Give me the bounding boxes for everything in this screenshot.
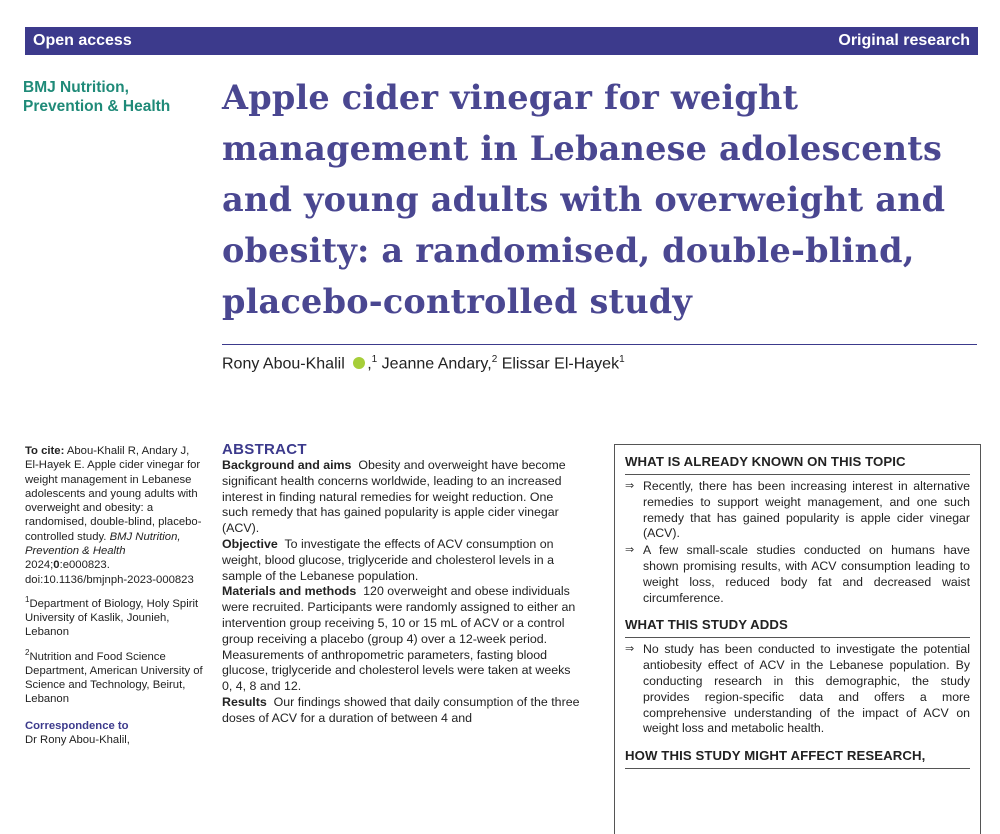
author-name[interactable]: Elissar El-Hayek [501, 355, 620, 373]
abstract-section-text: 120 overweight and obese individuals were recruited. Participants were randomly assigned to either an intervention group receiving 5, 10 or 15 mL of ACV or a control group receiving a placebo (group 4) over a 12-week period. Measurements of anthropometric parameters, fasting blood glucose, triglyceride and cholesterol levels were taken at weeks 0, 4, 8 and 12. [222, 584, 576, 694]
sidebar-column [25, 444, 205, 753]
cite-label: To cite: [25, 445, 65, 457]
journal-name-line2: Prevention & Health [23, 98, 171, 115]
cite-journal: BMJ Nutrition, Prevention & Health [25, 530, 181, 558]
key-messages-section [625, 616, 970, 737]
open-access-label: Open access [33, 32, 132, 49]
list-item [625, 543, 970, 606]
affiliation-sup: 1 [25, 594, 30, 604]
list-item [625, 479, 970, 542]
cite-text: Abou-Khalil R, Andary J, El-Hayek E. Apple cider vinegar for weight management in Lebanese adolescents and young adults with overweight and obesity: a randomised, double-blind, placebo-controlled study. [25, 445, 202, 543]
implies-arrow-icon: ⇒ [625, 643, 635, 656]
cite-volume: 0 [53, 559, 60, 572]
key-messages-box [614, 444, 981, 834]
journal-name [23, 78, 213, 116]
orcid-icon[interactable] [353, 357, 365, 369]
author-affiliation-sup: 1 [371, 354, 378, 365]
key-messages-heading: WHAT THIS STUDY ADDS [625, 616, 970, 638]
citation-block [25, 444, 205, 587]
list-item-text: No study has been conducted to investigate the potential antiobesity effect of ACV in the Lebanese population. By conducting research in this demographic, the study provides region-specific data and offers a more comprehensive understanding of the impact of ACV on weight loss and metabolic health. [643, 642, 970, 736]
abstract-section-label: Background and aims [222, 458, 352, 472]
list-item [625, 642, 970, 737]
abstract-section-text: Our findings showed that daily consumption of the three doses of ACV for a duration of between 4 and [222, 694, 580, 725]
abstract-section-text: Obesity and overweight have become significant health concerns worldwide, leading to an increased interest in finding natural remedies for weight reduction. One such remedy that has gained popularity is apple cider vinegar (ACV). [222, 458, 566, 536]
abstract-section [222, 458, 582, 537]
correspondence-heading: Correspondence to [25, 719, 129, 732]
affiliation-1 [25, 593, 205, 640]
affiliation-2 [25, 646, 205, 707]
author-name[interactable]: Rony Abou-Khalil [222, 355, 345, 373]
article-type-label: Original research [838, 32, 970, 49]
title-divider [222, 344, 977, 345]
abstract-heading: ABSTRACT [222, 441, 307, 458]
list-item-text: Recently, there has been increasing interest in alternative remedies to support weight management, and one such remedy that has gained popularity is apple cider vinegar (ACV). [643, 479, 970, 541]
article-title: Apple cider vinegar for weight management in Lebanese adolescents and young adults with overweight and obesity: a randomised, double-blind, placebo-controlled study [222, 78, 946, 321]
abstract-section-label: Materials and methods [222, 584, 357, 599]
author-affiliation-sup: 2 [491, 354, 498, 365]
list-item-text: A few small-scale studies conducted on humans have shown promising results, with ACV consumption leading to weight loss, reduced body fat and decreased waist circumference. [643, 543, 970, 605]
author-list: Rony Abou-Khalil ,$^1$ Jeanne Andary,$^2$ Elissar El-Hayek$^1$ [222, 354, 625, 373]
journal-name-line1: BMJ Nutrition, [23, 79, 129, 96]
abstract-section-label: Results [222, 694, 267, 709]
abstract-section-label: Objective [222, 536, 278, 551]
abstract [222, 442, 582, 727]
key-messages-section [625, 747, 970, 769]
key-messages-section [625, 453, 970, 606]
affiliation-sup: 2 [25, 647, 30, 657]
affiliation-text: Nutrition and Food Science Department, American University of Science and Technology, Beirut, Lebanon [25, 650, 203, 706]
author-affiliation-sup: 1 [619, 354, 625, 365]
key-messages-heading: HOW THIS STUDY MIGHT AFFECT RESEARCH, [625, 747, 970, 769]
affiliation-text: Department of Biology, Holy Spirit University of Kaslik, Jounieh, Lebanon [25, 597, 199, 639]
abstract-section [222, 584, 582, 695]
abstract-section [222, 695, 582, 727]
key-messages-heading: WHAT IS ALREADY KNOWN ON THIS TOPIC [625, 453, 970, 475]
cite-doi[interactable]: :e000823. doi:10.1136/bmjnph-2023-000823 [25, 559, 194, 586]
author-name[interactable]: Jeanne Andary, [381, 355, 492, 373]
cite-year: 2024; [25, 559, 54, 572]
abstract-section [222, 537, 582, 584]
implies-arrow-icon: ⇒ [625, 544, 635, 557]
correspondence-name: Dr Rony Abou-Khalil, [25, 733, 130, 746]
implies-arrow-icon: ⇒ [625, 480, 635, 492]
abstract-section-text: To investigate the effects of ACV consumption on weight, blood glucose, triglyceride and cholesterol levels in a sample of the Lebanese population. [222, 536, 554, 583]
top-banner [25, 27, 978, 55]
